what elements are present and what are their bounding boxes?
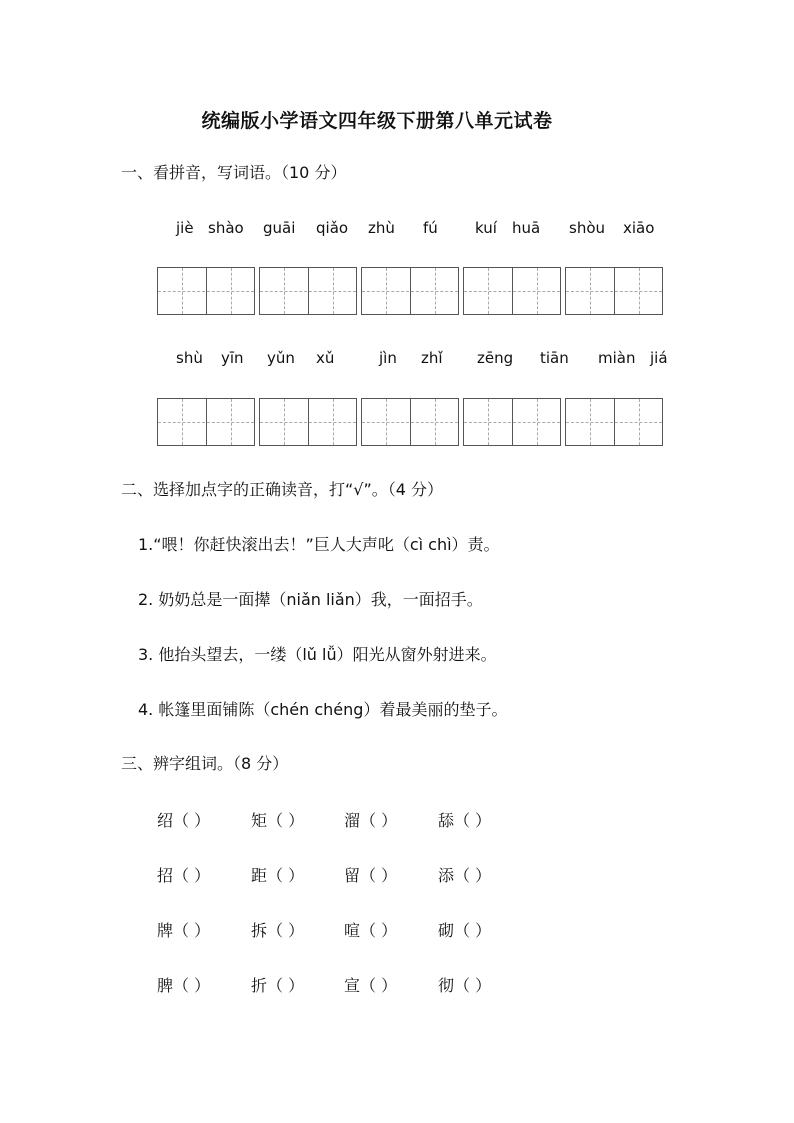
question-2: 2. 奶奶总是一面撵（niǎn liǎn）我，一面招手。 (138, 590, 483, 609)
pinyin-syllable: jiá (650, 349, 668, 367)
section-1-heading: 一、看拼音，写词语。（10 分） (121, 163, 347, 182)
pinyin-syllable: shòu (569, 219, 606, 237)
writing-box[interactable] (157, 267, 255, 315)
writing-box[interactable] (259, 398, 357, 446)
writing-box[interactable] (361, 398, 459, 446)
writing-box[interactable] (565, 398, 663, 446)
writing-box[interactable] (361, 267, 459, 315)
pinyin-syllable: huā (512, 219, 541, 237)
pinyin-syllable: yǔn (267, 349, 295, 367)
word-blank[interactable]: 拆（ ） (251, 921, 305, 940)
pinyin-syllable: xiāo (623, 219, 655, 237)
word-blank[interactable]: 喧（ ） (344, 921, 398, 940)
word-blank[interactable]: 彻（ ） (438, 976, 492, 995)
word-blank[interactable]: 溜（ ） (344, 811, 398, 830)
writing-box[interactable] (259, 267, 357, 315)
word-blank[interactable]: 留（ ） (344, 866, 398, 885)
pinyin-syllable: xǔ (316, 349, 335, 367)
question-1: 1.“喂！你赶快滚出去！”巨人大声叱（cì chì）责。 (138, 535, 500, 554)
section-3-heading: 三、辨字组词。（8 分） (121, 754, 289, 773)
word-blank[interactable]: 招（ ） (157, 866, 211, 885)
pinyin-syllable: kuí (475, 219, 497, 237)
writing-box[interactable] (157, 398, 255, 446)
word-blank[interactable]: 距（ ） (251, 866, 305, 885)
writing-box[interactable] (463, 267, 561, 315)
pinyin-syllable: yīn (221, 349, 244, 367)
pinyin-syllable: jìn (379, 349, 397, 367)
word-blank[interactable]: 折（ ） (251, 976, 305, 995)
pinyin-syllable: shào (208, 219, 244, 237)
page-title: 统编版小学语文四年级下册第八单元试卷 (201, 110, 553, 132)
word-blank[interactable]: 脾（ ） (157, 976, 211, 995)
pinyin-row-1 (0, 219, 794, 239)
pinyin-syllable: jiè (176, 219, 194, 237)
section-2-heading: 二、选择加点字的正确读音，打“√”。（4 分） (121, 480, 444, 499)
pinyin-syllable: tiān (540, 349, 569, 367)
word-blank[interactable]: 舔（ ） (438, 811, 492, 830)
pinyin-syllable: zhù (368, 219, 395, 237)
pinyin-syllable: fú (423, 219, 438, 237)
word-blank[interactable]: 砌（ ） (438, 921, 492, 940)
word-blank[interactable]: 添（ ） (438, 866, 492, 885)
writing-box[interactable] (565, 267, 663, 315)
pinyin-syllable: miàn (598, 349, 636, 367)
pinyin-row-2 (0, 349, 794, 369)
question-4: 4. 帐篷里面铺陈（chén chéng）着最美丽的垫子。 (138, 700, 508, 719)
question-3: 3. 他抬头望去，一缕（lǔ lǚ）阳光从窗外射进来。 (138, 645, 497, 664)
pinyin-syllable: zēng (477, 349, 514, 367)
pinyin-syllable: qiǎo (316, 219, 349, 237)
word-blank[interactable]: 宣（ ） (344, 976, 398, 995)
pinyin-syllable: shù (176, 349, 203, 367)
word-blank[interactable]: 矩（ ） (251, 811, 305, 830)
pinyin-syllable: guāi (263, 219, 296, 237)
writing-box[interactable] (463, 398, 561, 446)
word-blank[interactable]: 绍（ ） (157, 811, 211, 830)
word-blank[interactable]: 牌（ ） (157, 921, 211, 940)
pinyin-syllable: zhǐ (421, 349, 443, 367)
